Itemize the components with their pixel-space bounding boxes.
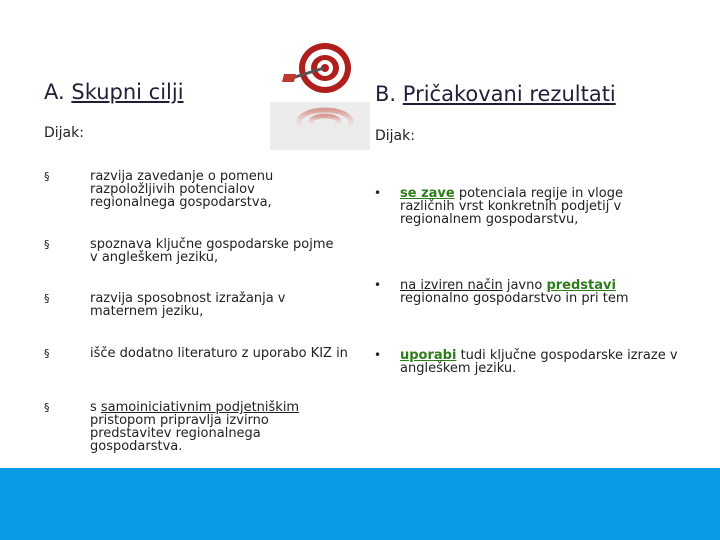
bullet-icon: § xyxy=(44,401,50,414)
bullet-icon: • xyxy=(374,348,382,362)
list-item: § s samoiniciativnim podjetniškim pristopom pripravlja izvirno predstavitev regionalnega gospodarstva. xyxy=(44,400,300,454)
target-with-dart-icon xyxy=(270,40,370,150)
section-b-letter: B. xyxy=(375,82,397,106)
section-b-title: Pričakovani rezultati xyxy=(402,82,616,106)
section-b-subheading: Dijak: xyxy=(375,128,415,144)
section-a-title: Skupni cilji xyxy=(71,80,184,104)
list-item: § išče dodatno literaturo z uporabo KIZ in xyxy=(44,346,348,361)
footer-bar xyxy=(0,468,720,540)
bullet-icon: § xyxy=(44,238,50,251)
bullet-icon: § xyxy=(44,292,50,305)
bullet-icon: • xyxy=(374,278,382,292)
list-item: § razvija zavedanje o pomenu razpoložljivih potencialov regionalnega gospodarstva, xyxy=(44,169,274,210)
list-item: • se zave potenciala regije in vloge različnih vrst konkretnih podjetij v regionalnem gospodarstvu, xyxy=(374,186,623,227)
list-item: • uporabi tudi ključne gospodarske izraze v angleškem jeziku. xyxy=(374,348,678,376)
bullet-icon: • xyxy=(374,186,382,200)
section-a-subheading: Dijak: xyxy=(44,125,84,141)
section-a-heading xyxy=(44,80,184,104)
list-item: § razvija sposobnost izražanja v maternem jeziku, xyxy=(44,291,286,319)
section-a-letter: A. xyxy=(44,80,65,104)
list-item: § spoznava ključne gospodarske pojme v angleškem jeziku, xyxy=(44,237,334,265)
section-b-heading xyxy=(375,82,616,106)
bullet-icon: § xyxy=(44,170,50,183)
list-item: • na izviren način javno predstavi regionalno gospodarstvo in pri tem xyxy=(374,278,629,306)
bullet-icon: § xyxy=(44,347,50,360)
